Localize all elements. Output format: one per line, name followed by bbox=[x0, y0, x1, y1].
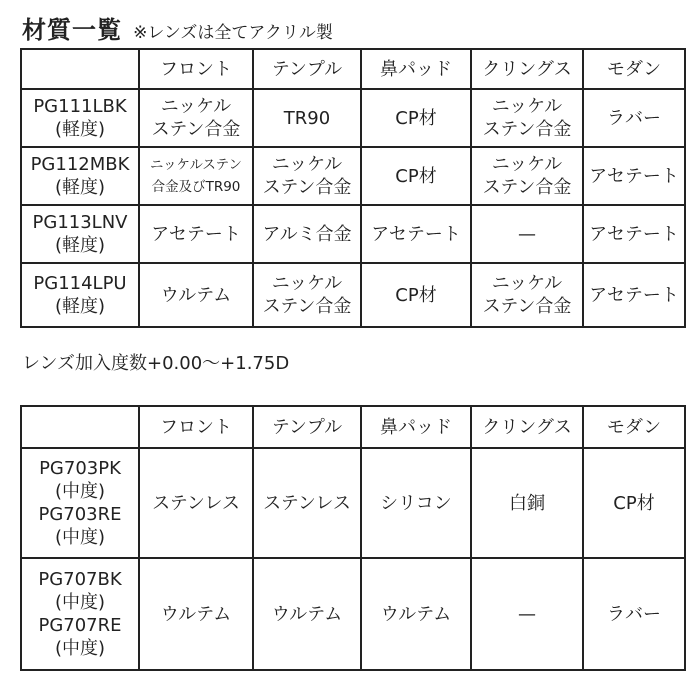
column-header: クリングス bbox=[471, 406, 583, 448]
material-text: 白銅 bbox=[509, 492, 545, 514]
model-code: PG112MBK bbox=[30, 154, 130, 175]
material-cell bbox=[253, 205, 361, 263]
material-cell bbox=[583, 263, 685, 327]
model-grade: (軽度) bbox=[54, 177, 106, 198]
material-text: ウルテム bbox=[160, 284, 232, 306]
material-table-mild bbox=[20, 48, 686, 328]
material-text: TR90 bbox=[283, 107, 331, 129]
material-cell bbox=[471, 147, 583, 205]
material-cell bbox=[361, 263, 471, 327]
table-row bbox=[21, 89, 685, 147]
model-cell bbox=[21, 263, 139, 327]
material-text: — bbox=[518, 603, 536, 625]
column-header: モダン bbox=[583, 406, 685, 448]
model-grade: (中度) bbox=[54, 481, 106, 502]
material-text: ステン合金 bbox=[262, 177, 352, 198]
model-grade: (中度) bbox=[54, 592, 106, 613]
table-row bbox=[21, 205, 685, 263]
material-cell bbox=[361, 205, 471, 263]
column-header: テンプル bbox=[253, 406, 361, 448]
material-cell bbox=[139, 89, 253, 147]
model-cell bbox=[21, 89, 139, 147]
material-text: CP材 bbox=[395, 107, 437, 129]
material-cell bbox=[139, 205, 253, 263]
material-cell bbox=[361, 448, 471, 558]
material-text: シリコン bbox=[380, 492, 452, 514]
material-text: ステン合金 bbox=[482, 119, 572, 140]
table-row bbox=[21, 147, 685, 205]
material-text: ニッケル bbox=[491, 96, 563, 117]
model-grade: (軽度) bbox=[54, 119, 106, 140]
material-cell bbox=[471, 558, 583, 670]
column-header: クリングス bbox=[471, 49, 583, 89]
material-cell bbox=[583, 147, 685, 205]
material-text: ステン合金 bbox=[262, 296, 352, 317]
model-code: PG114LPU bbox=[33, 273, 127, 294]
material-text: アセテート bbox=[589, 165, 679, 187]
material-cell bbox=[253, 263, 361, 327]
material-cell bbox=[583, 89, 685, 147]
material-cell bbox=[253, 147, 361, 205]
material-text: — bbox=[518, 223, 536, 245]
material-text: ニッケル bbox=[491, 154, 563, 175]
title-row bbox=[22, 10, 333, 45]
material-text: CP材 bbox=[395, 284, 437, 306]
column-header: 鼻パッド bbox=[361, 49, 471, 89]
material-text: ラバー bbox=[607, 107, 661, 129]
material-cell bbox=[139, 558, 253, 670]
material-cell bbox=[253, 448, 361, 558]
material-text: アルミ合金 bbox=[262, 223, 352, 245]
column-header: フロント bbox=[139, 406, 253, 448]
material-text: ウルテム bbox=[380, 603, 452, 625]
model-grade: (中度) bbox=[54, 638, 106, 659]
material-cell bbox=[471, 263, 583, 327]
material-text: ウルテム bbox=[160, 603, 232, 625]
model-grade: (中度) bbox=[54, 527, 106, 548]
material-text: ニッケルステン bbox=[150, 157, 242, 173]
material-cell bbox=[583, 448, 685, 558]
page-title: 材質一覧 bbox=[22, 16, 122, 44]
model-cell bbox=[21, 448, 139, 558]
table-header-row bbox=[21, 406, 685, 448]
material-cell bbox=[471, 448, 583, 558]
model-grade: (軽度) bbox=[54, 235, 106, 256]
material-text: ステンレス bbox=[263, 492, 351, 514]
material-cell bbox=[471, 205, 583, 263]
material-text: アセテート bbox=[371, 223, 461, 245]
material-text: ステン合金 bbox=[482, 177, 572, 198]
material-text: アセテート bbox=[589, 284, 679, 306]
model-grade: (軽度) bbox=[54, 296, 106, 317]
material-cell bbox=[583, 558, 685, 670]
material-text: ステン合金 bbox=[151, 119, 241, 140]
material-cell bbox=[583, 205, 685, 263]
model-code: PG707BK bbox=[38, 569, 122, 590]
material-text: ラバー bbox=[607, 603, 661, 625]
material-text: ステンレス bbox=[152, 492, 240, 514]
header-corner-cell bbox=[21, 406, 139, 448]
material-text: ウルテム bbox=[271, 603, 343, 625]
material-cell bbox=[139, 147, 253, 205]
column-header: 鼻パッド bbox=[361, 406, 471, 448]
column-header: モダン bbox=[583, 49, 685, 89]
model-code: PG703PK bbox=[39, 458, 121, 479]
material-cell bbox=[253, 558, 361, 670]
model-code: PG707RE bbox=[38, 615, 122, 636]
model-code: PG703RE bbox=[38, 504, 122, 525]
material-cell bbox=[139, 263, 253, 327]
material-text: ニッケル bbox=[491, 273, 563, 294]
material-text: アセテート bbox=[151, 223, 241, 245]
table-row bbox=[21, 263, 685, 327]
material-text: アセテート bbox=[589, 223, 679, 245]
model-code: PG113LNV bbox=[32, 212, 128, 233]
model-cell bbox=[21, 147, 139, 205]
page-subtitle: ※レンズは全てアクリル製 bbox=[133, 23, 333, 43]
material-text: ニッケル bbox=[271, 154, 343, 175]
header-corner-cell bbox=[21, 49, 139, 89]
material-table-medium bbox=[20, 405, 686, 671]
table-row bbox=[21, 558, 685, 670]
material-cell bbox=[139, 448, 253, 558]
column-header: フロント bbox=[139, 49, 253, 89]
material-cell bbox=[471, 89, 583, 147]
material-text: 合金及びTR90 bbox=[151, 179, 241, 195]
material-cell bbox=[361, 558, 471, 670]
model-cell bbox=[21, 205, 139, 263]
model-cell bbox=[21, 558, 139, 670]
model-code: PG111LBK bbox=[33, 96, 127, 117]
material-text: CP材 bbox=[395, 165, 437, 187]
material-text: ニッケル bbox=[271, 273, 343, 294]
material-cell bbox=[361, 147, 471, 205]
material-cell bbox=[361, 89, 471, 147]
material-text: ステン合金 bbox=[482, 296, 572, 317]
column-header: テンプル bbox=[253, 49, 361, 89]
material-text: ニッケル bbox=[160, 96, 232, 117]
material-text: CP材 bbox=[613, 492, 655, 514]
table-header-row bbox=[21, 49, 685, 89]
table-row bbox=[21, 448, 685, 558]
lens-power-note: レンズ加入度数+0.00～+1.75D bbox=[22, 353, 290, 374]
material-cell bbox=[253, 89, 361, 147]
